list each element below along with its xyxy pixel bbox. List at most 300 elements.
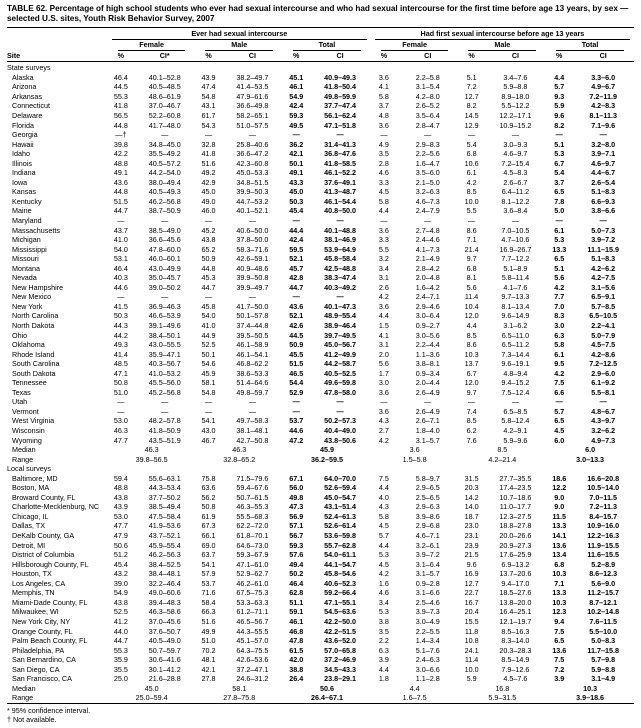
table-row [7,436,634,446]
table-row [7,264,634,274]
percent-value: 46.4 [113,263,128,273]
ci-value: 4.2–9.1 [503,426,528,436]
site-column-spacer [7,27,108,40]
ci-value: 35.9–47.1 [148,349,181,359]
table-row [7,273,634,283]
percent-value: 3.1 [378,340,389,350]
percent-value: 6.1 [554,225,565,235]
range-value: 32.8–65.2 [223,454,256,464]
ci-value: 52.2–60.8 [148,110,181,120]
ci-value: 12.1–19.7 [499,616,532,626]
site-name: New York City, NY [12,616,71,626]
percent-value: 45.7 [289,263,304,273]
ci-value: 2.6–7.1 [415,416,440,426]
percent-value: 4.5 [378,187,389,197]
percent-value: 5.1 [466,72,477,82]
ci-value: 36.6–45.6 [148,235,181,245]
percent-value: 42.8 [289,273,304,283]
ci-value: 39.9–49.7 [236,282,269,292]
table-row [7,674,634,684]
ci-value: 62.2–72.0 [236,521,269,531]
percent-value: 6.1 [554,349,565,359]
ci-value: 58.3–71.6 [236,244,269,254]
table-row [7,292,634,302]
ci-value: 44.2–58.7 [324,359,357,369]
ci-value: 41.3–48.7 [324,187,357,197]
site-name: San Diego, CA [12,664,60,674]
ci-value: 3.8–8.1 [415,359,440,369]
ci-value: 5.9–8.8 [591,664,616,674]
percent-value: 7.7 [554,292,565,302]
percent-value: 16.9 [464,569,479,579]
percent-value: 66.3 [201,607,216,617]
table-row [7,617,634,627]
percent-value: 45.5 [289,349,304,359]
range-value: 36.2–59.5 [310,454,343,464]
percent-value: 35.9 [113,655,128,665]
percent-value: 14.5 [464,110,479,120]
percent-value: 3.6 [378,120,389,130]
percent-value: 45.0 [201,187,216,197]
percent-value: 46.4 [113,72,128,82]
ci-value: 45.9–55.4 [148,540,181,550]
ci-value: 46.2–56.3 [148,550,181,560]
percent-value: 50.6 [113,540,128,550]
percent-value: 54.9 [113,588,128,598]
ci-value: — [248,130,256,140]
site-name: Maine [12,206,32,216]
percent-value: 63.7 [201,550,216,560]
percent-value: 52.1 [289,254,304,264]
percent-value: 40.3 [113,273,128,283]
percent-value: 45.4 [113,559,128,569]
ci-value: 39.9–50.3 [236,187,269,197]
percent-value: 5.6 [466,282,477,292]
percent-value: 23.0 [464,521,479,531]
site-name: Broward County, FL [12,492,76,502]
ci-value: 47.8–58.0 [324,387,357,397]
ci-value: 35.5–49.2 [148,149,181,159]
ci-value: 59.4–67.6 [236,483,269,493]
percent-value: 9.3 [554,91,565,101]
site-name: Vermont [12,406,39,416]
ci-value: 45.2–56.8 [148,387,181,397]
ci-value: 6.5–11.2 [501,340,530,350]
percent-value: 1.8 [378,674,389,684]
ci-value: 36.6–47.2 [236,149,269,159]
group-header-row [7,27,634,40]
site-name: Wyoming [12,435,42,445]
percent-value: 69.0 [201,540,216,550]
ci-value: 4.8–9.4 [503,368,528,378]
ci-value: 1.4–3.4 [415,636,440,646]
ci-value: 4.3–9.7 [591,416,616,426]
site-name: Detroit, MI [12,540,46,550]
percent-value: 23.1 [464,531,479,541]
percent-value: 10.3 [464,349,479,359]
percent-value: 44.8 [201,263,216,273]
ci-value: 50.7–61.5 [236,492,269,502]
percent-value: 42.4 [289,101,304,111]
ci-value: 38.5–49.0 [148,225,181,235]
table-row [7,579,634,589]
table-row [7,283,634,293]
percent-value: 46.4 [289,578,304,588]
percent-value: 43.3 [289,177,304,187]
ci-value: 3.9–8.6 [415,511,440,521]
ci-value: 59.2–66.4 [324,588,357,598]
percent-value: 12.2 [552,483,567,493]
percent-value: — [467,215,476,225]
ci-value: 9.6–14.9 [501,311,530,321]
ci-value: 3.2–6.3 [415,187,440,197]
percent-value: 3.4 [378,597,389,607]
ci-value: 2.9–8.3 [415,139,440,149]
ci-value: 3.4–7.6 [503,72,528,82]
ci-value: 2.4–7.1 [415,292,440,302]
percent-value: 43.6 [289,301,304,311]
range-value: 25.0–59.4 [135,693,168,703]
percent-value: — [204,397,213,407]
ci-value: 3.5–6.4 [415,110,440,120]
ci-value: 36.8–47.6 [324,149,357,159]
percent-value: 6.0 [554,435,565,445]
ci-value: 2.9–6.5 [415,483,440,493]
percent-value: — [292,130,300,140]
percent-value: 67.1 [289,473,304,483]
percent-value: 45.4 [289,206,304,216]
percent-value: 9.7 [466,254,477,264]
ci-value: 3.1–6.6 [415,588,440,598]
percent-value: 7.8 [554,196,565,206]
ci-value: 48.6–61.9 [148,91,181,101]
percent-value: 3.5 [378,149,389,159]
ci-value: — [336,406,344,416]
table-row [7,331,634,341]
ci-value: 8.1–12.2 [501,196,530,206]
percent-value: 15.5 [464,616,479,626]
site-name: New Mexico [12,292,52,302]
percent-value: 6.7 [554,158,565,168]
percent-value: 9.6 [466,559,477,569]
percent-value: 7.5 [554,378,565,388]
ci-value: 55.5–68.3 [236,511,269,521]
percent-value: 36.2 [289,139,304,149]
percent-value: 6.5 [554,416,565,426]
ci-value: 40.8–50.0 [324,206,357,216]
ci-value: — [161,292,169,302]
ci-value: 11.9–15.5 [587,540,619,550]
ci-value: 40.5–49.3 [148,187,181,197]
ci-value: 4.5–7.6 [503,674,528,684]
ci-value: 3.9–7.3 [415,607,440,617]
range-value: 4.2–21.4 [488,454,517,464]
percent-value: 11.8 [464,626,479,636]
table-row [7,216,634,226]
col-group-before-age-13: Had first sexual intercourse before age 13 years [375,29,630,41]
percent-value: 54.0 [201,311,216,321]
ci-value: 45.0–56.7 [324,340,357,350]
percent-value: 67.3 [201,521,216,531]
table-row [7,321,634,331]
ci-value: 46.1–54.4 [324,196,357,206]
percent-value: 8.2 [466,101,477,111]
ci-value: 34.8–45.0 [148,139,181,149]
median-value: 8.5 [497,445,508,455]
percent-value: 12.0 [464,378,479,388]
site-name: Georgia [12,130,38,140]
site-name: Connecticut [12,101,50,111]
ci-value: 44.1–54.7 [324,559,357,569]
percent-value: 44.2 [113,330,128,340]
table-row [7,588,634,598]
percent-value: — [117,292,125,302]
percent-value: 39.0 [113,578,128,588]
ci-value: 47.8–60.0 [148,244,181,254]
ci-value: 1.8–4.0 [415,426,440,436]
section-label: Local surveys [7,464,51,474]
ci-value: 5.0–7.3 [591,225,616,235]
table-row [7,416,634,426]
ci-value: 13.8–20.0 [499,597,532,607]
ci-value: 40.1–52.1 [236,206,269,216]
table-row [7,665,634,675]
ci-value: 45.0–54.7 [324,492,357,502]
site-name: Milwaukee, WI [12,607,59,617]
ci-value: 4.7–10.6 [501,235,530,245]
ci-value: 2.2–5.5 [415,626,440,636]
ci-value: 42.2–51.5 [324,626,357,636]
percent-value: 43.8 [113,597,128,607]
percent-value: 7.5 [554,626,565,636]
ci-value: 4.5–7.5 [591,340,616,350]
site-name: Arizona [12,82,37,92]
percent-value: 20.3 [464,483,479,493]
ci-value: 2.6–4.9 [415,387,440,397]
percent-value: 12.3 [552,607,567,617]
range-value: 3.9–18.6 [576,693,605,703]
percent-value: 3.7 [554,177,565,187]
ci-value: 47.5–58.4 [148,511,181,521]
range-row [7,455,634,465]
percent-value: 71.6 [201,588,216,598]
ci-value: 64.3–75.5 [236,645,269,655]
ci-value: 4.6–7.3 [415,196,440,206]
ci-value: 54.5–63.6 [324,607,357,617]
percent-value: 21.5 [464,550,479,560]
table-row [7,359,634,369]
percent-value: 56.0 [289,483,304,493]
percent-value: 4.4 [554,72,565,82]
percent-value: 21.4 [464,244,479,254]
ci-value: — [248,292,256,302]
percent-value: 54.8 [201,91,216,101]
ci-value: 8.4–15.7 [589,511,618,521]
ci-value: 11.6–15.5 [587,550,619,560]
percent-value: 13.6 [552,540,567,550]
ci-value: — [161,397,169,407]
ci-value: — [336,292,344,302]
percent-value: 10.0 [464,664,479,674]
percent-value: — [292,292,300,302]
ci-value: 40.3–49.2 [324,282,357,292]
percent-value: 43.8 [113,492,128,502]
ci-value: 20.9–27.3 [499,540,532,550]
ci-value: 3.9–7.1 [591,149,616,159]
percent-value: 53.7 [289,416,304,426]
percent-value: 4.4 [466,321,477,330]
table-row [7,646,634,656]
ci-value: 0.9–2.8 [415,578,440,588]
ci-value: — [599,130,607,140]
ci-value: 52.9–62.7 [236,569,269,579]
percent-value: 4.2 [378,292,389,302]
ci-value: 39.0–50.2 [148,282,181,292]
percent-value: 5.9 [554,101,565,111]
range-value: 1.6–7.5 [402,693,427,703]
percent-value: — [467,130,476,140]
median-value: 10.3 [583,683,598,693]
ci-value: — [248,215,256,225]
percent-value: 13.3 [552,244,567,254]
ci-value: 37.8–50.0 [236,235,269,245]
percent-value: 44.7 [201,282,216,292]
site-name: Alaska [12,72,34,82]
ci-value: 10.2–14.8 [587,607,620,617]
site-name: North Dakota [12,321,55,330]
ci-value: 36.9–46.3 [148,301,181,311]
ci-value: 2.4–6.3 [415,655,440,665]
percent-value: 45.2 [201,225,216,235]
table-row [7,550,634,560]
percent-value: 5.1 [554,263,565,273]
ci-value: 58.2–65.1 [236,110,269,120]
percent-value: 45.0 [289,187,304,197]
ci-value: — [161,215,169,225]
percent-value: 5.7 [378,531,389,541]
percent-value: 2.8 [378,158,389,168]
percent-value: 38.8 [289,664,304,674]
median-value: 16.8 [495,683,510,693]
percent-value: 18.6 [552,473,567,483]
percent-value: 8.3 [554,311,565,321]
yrbs-table-62 [7,27,634,704]
ci-value: 16.4–25.1 [499,607,532,617]
percent-value: 51.0 [201,636,216,646]
percent-value: 7.2 [466,82,477,92]
range-label: Range [12,693,34,703]
percent-value: 44.3 [113,321,128,330]
ci-value: 32.2–46.4 [148,578,181,588]
ci-value: 24.6–31.2 [236,674,269,684]
table-row [7,82,634,92]
percent-value: 49.8 [289,492,304,502]
percent-value: 5.6 [554,273,565,283]
percent-value: 53.1 [113,254,128,264]
table-row [7,226,634,236]
ci-value: 8.3–14.0 [501,636,530,646]
ci-value: 42.6–53.6 [236,655,269,665]
ci-value: 10.9–16.0 [587,521,620,531]
percent-value: 44.5 [113,82,128,92]
ci-value: 2.8–4.2 [415,263,440,273]
range-value: 27.8–75.8 [223,693,256,703]
ci-value: 16.9–26.7 [499,244,532,254]
ci-value: 39.1–49.6 [148,321,181,330]
ci-value: 7.2–12.5 [589,359,618,369]
percent-value: 25.0 [113,674,128,684]
ci-value: 44.2–54.0 [148,168,181,178]
ci-header: CI [309,51,370,62]
percent-value: 54.6 [201,359,216,369]
percent-value: 6.2 [466,426,477,436]
percent-value: 54.8 [201,387,216,397]
percent-value: 43.1 [201,101,216,111]
pct-header: % [546,51,572,62]
percent-value: 5.8 [378,196,389,206]
ci-value: 40.5–52.5 [324,368,357,378]
table-header [7,27,634,62]
percent-value: — [292,397,300,407]
ci-value: 40.9–48.6 [236,263,269,273]
percent-value: 44.7 [289,282,304,292]
percent-value: 3.0 [554,321,565,330]
site-name: Hillsborough County, FL [12,559,89,569]
ci-value: 7.2–11.3 [589,502,617,512]
ci-value: 10.9–15.2 [499,120,532,130]
ci-value: 52.6–61.4 [324,521,357,531]
ci-value: 49.6–59.8 [324,378,357,388]
site-name: New York [12,301,43,311]
percent-value: 6.8 [554,559,565,569]
percent-value: 47.9 [113,531,128,541]
table-row [7,111,634,121]
ci-value: 7.5–12.4 [501,387,530,397]
percent-value: 4.8 [378,110,389,120]
percent-value: 3.9 [554,674,565,684]
range-value: 39.8–56.5 [135,454,168,464]
ci-value: 4.1–7.3 [415,244,440,254]
percent-value: 5.1 [554,139,565,149]
ci-value: 40.6–50.0 [236,225,269,235]
percent-value: 49.2 [201,168,216,178]
percent-value: 7.5 [554,655,565,665]
percent-value: 43.6 [113,177,128,187]
site-name: Illinois [12,158,32,168]
percent-value: 56.5 [113,110,128,120]
col-female-before13: Female [381,40,449,51]
ci-value: 7.0–10.5 [501,225,530,235]
ci-value: 6.6–9.3 [591,196,616,206]
median-label: Median [12,683,36,693]
percent-value: 51.5 [113,196,128,206]
ci-value: 4.5–8.3 [503,168,528,178]
percent-value: 59.1 [289,607,304,617]
percent-value: — [117,215,125,225]
percent-value: 8.2 [554,120,565,130]
site-name: Tennessee [12,378,47,388]
ci-value: 46.8–62.2 [236,359,269,369]
ci-value: 53.9–64.9 [324,244,357,254]
percent-value: 13.3 [552,521,567,531]
ci-value: 2.6–5.2 [415,101,440,111]
ci-value: 6.5–9.1 [591,292,616,302]
percent-value: 43.9 [201,72,216,82]
percent-value: 3.8 [378,616,389,626]
percent-value: 6.7 [466,368,477,378]
percent-value: 54.1 [201,559,216,569]
ci-value: 49.8–59.7 [236,387,269,397]
